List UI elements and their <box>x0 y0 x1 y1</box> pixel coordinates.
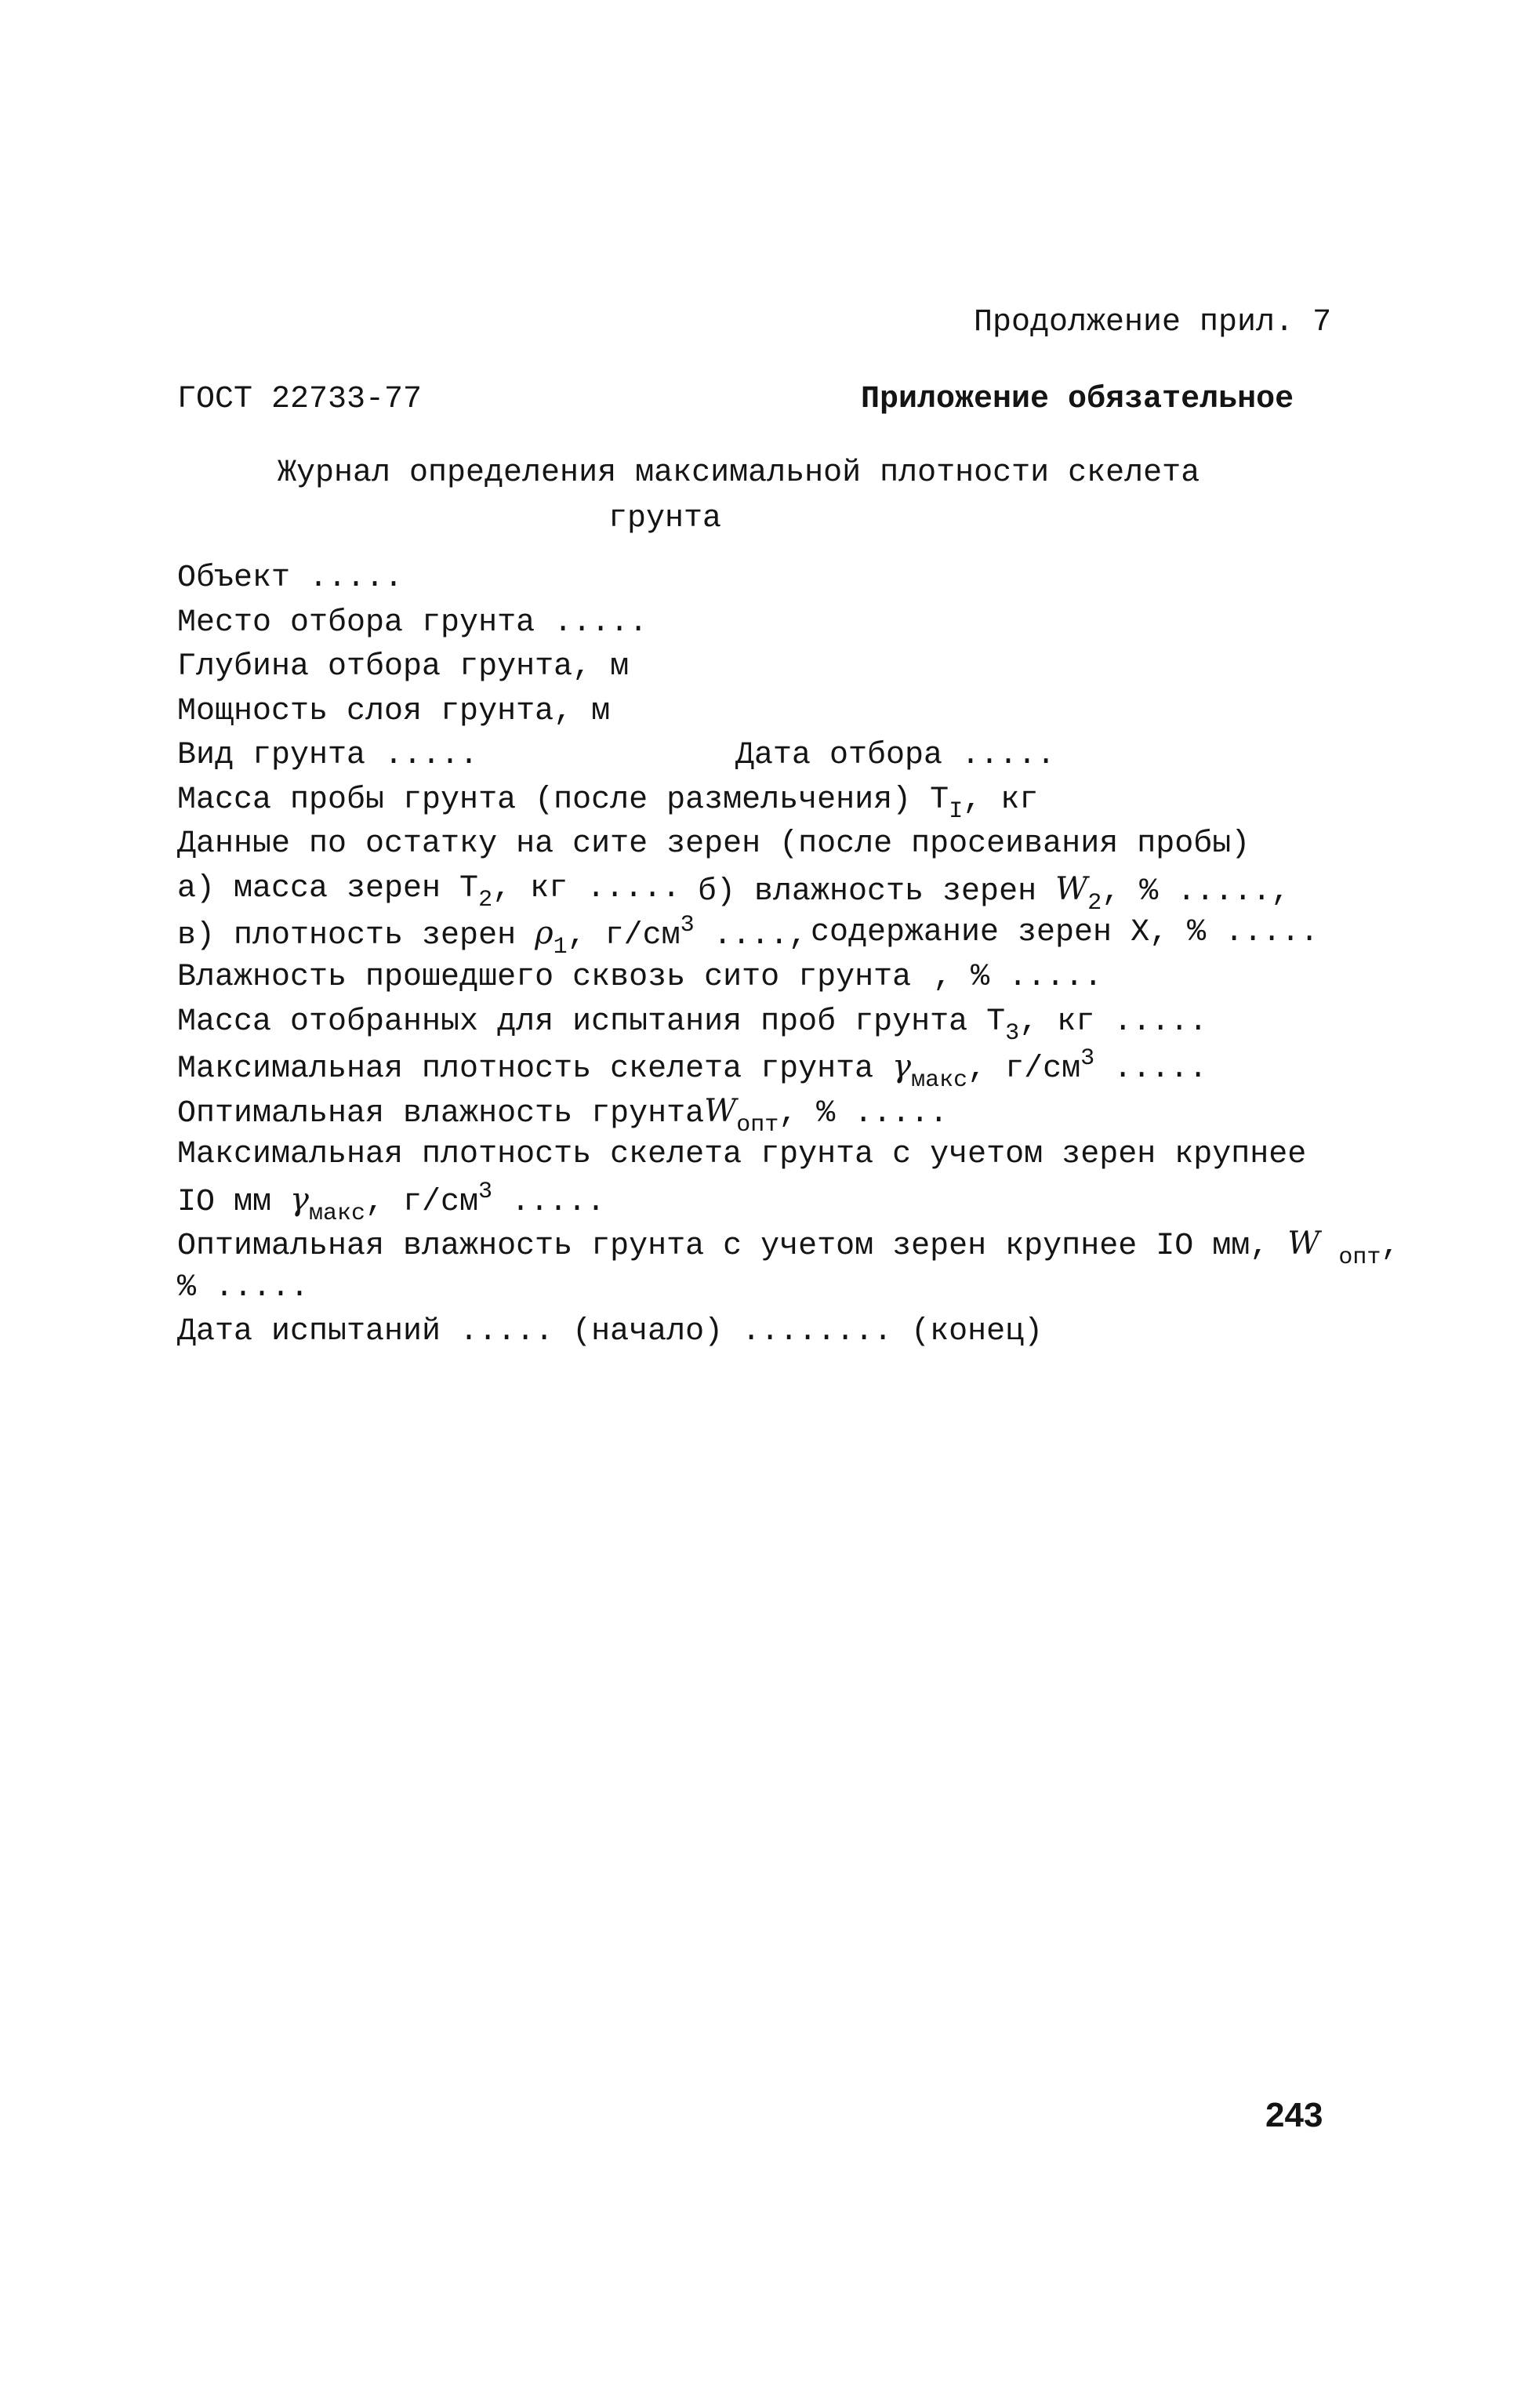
page-number: 243 <box>1265 2096 1323 2134</box>
field-sampling-date: Дата отбора ..... <box>735 738 1056 773</box>
test-samples-unit: , кг ..... <box>1019 1004 1208 1040</box>
opt-moisture-subscript: опт <box>736 1112 779 1139</box>
field-max-density-coarse-line2 <box>177 1179 606 1227</box>
sample-mass-symbol: T <box>930 783 949 818</box>
max-density-coarse-symbol: γ <box>290 1182 309 1218</box>
field-test-dates: Дата испытаний ..... (начало) ........ (конец) <box>177 1314 1043 1349</box>
appendix-status: Приложение обязательное <box>861 382 1294 417</box>
max-density-coarse-unit: , г/см <box>365 1185 478 1220</box>
field-max-density-coarse-line1: Максимальная плотность скелета грунта с учетом зерен крупнее <box>177 1137 1307 1172</box>
max-density-coarse-text: IO мм <box>177 1185 272 1220</box>
field-sampling-place: Место отбора грунта ..... <box>177 605 648 641</box>
opt-moisture-coarse-subscript: опт <box>1338 1244 1381 1271</box>
continuation-label: Продолжение прил. 7 <box>974 305 1332 340</box>
grain-density-unit: , г/см <box>567 918 681 953</box>
grain-moisture-subscript: 2 <box>1087 890 1102 917</box>
sample-mass-text: Масса пробы грунта (после размельчения) <box>177 783 912 818</box>
opt-moisture-unit: , % ..... <box>779 1096 949 1131</box>
field-grain-moisture <box>698 870 1290 917</box>
grain-mass-subscript: 2 <box>478 887 493 913</box>
grain-mass-unit: , кг ..... <box>492 871 681 906</box>
journal-title-line1: Журнал определения максимальной плотности скелета <box>278 456 1200 491</box>
field-opt-moisture <box>177 1092 949 1139</box>
sample-mass-subscript: I <box>949 798 964 825</box>
test-samples-text: Масса отобранных для испытания проб грунта T <box>177 1004 1006 1040</box>
max-density-unit: , г/см <box>967 1051 1081 1087</box>
opt-moisture-coarse-comma: , <box>1381 1229 1400 1264</box>
field-grain-content: содержание зерен X, % ..... <box>811 915 1319 950</box>
field-sieved-moisture <box>177 959 1102 997</box>
field-residue-header: Данные по остатку на сите зерен (после просеивания пробы) <box>177 826 1250 862</box>
opt-moisture-coarse-text: Оптимальная влажность грунта с учетом зерен крупнее IO мм, <box>177 1229 1269 1264</box>
field-opt-moisture-coarse-line1 <box>177 1225 1400 1271</box>
field-sampling-depth: Глубина отбора грунта, м <box>177 649 630 685</box>
field-soil-type: Вид грунта ..... <box>177 738 479 773</box>
field-grain-density <box>177 912 808 961</box>
field-grain-mass <box>177 870 681 913</box>
test-samples-subscript: 3 <box>1005 1020 1020 1047</box>
max-density-coarse-dots: ..... <box>492 1185 606 1220</box>
field-object: Объект ..... <box>177 561 404 596</box>
max-density-symbol: γ <box>892 1048 912 1084</box>
sieved-moisture-text: Влажность прошедшего сквозь сито грунта <box>177 960 912 995</box>
sieved-moisture-unit: , % ..... <box>933 960 1103 995</box>
max-density-coarse-subscript: макс <box>308 1200 365 1227</box>
grain-density-superscript: 3 <box>680 912 695 939</box>
field-layer-thickness: Мощность слоя грунта, м <box>177 694 611 729</box>
grain-moisture-text: б) влажность зерен <box>698 874 1037 910</box>
field-opt-moisture-coarse-line2: % ..... <box>177 1270 310 1306</box>
grain-density-text: в) плотность зерен <box>177 918 517 953</box>
opt-moisture-symbol: W <box>704 1093 737 1129</box>
field-sample-mass <box>177 782 1039 825</box>
grain-mass-text: а) масса зерен T <box>177 871 479 906</box>
grain-moisture-symbol: W <box>1055 871 1088 907</box>
grain-moisture-unit: , % ....., <box>1102 874 1290 910</box>
standard-number: ГОСТ 22733-77 <box>177 382 423 417</box>
max-density-dots: ..... <box>1094 1051 1208 1087</box>
max-density-superscript: 3 <box>1080 1045 1095 1072</box>
field-test-samples-mass <box>177 1004 1208 1047</box>
opt-moisture-text: Оптимальная влажность грунта <box>177 1096 705 1131</box>
grain-density-symbol: ρ <box>535 915 553 951</box>
grain-density-subscript: 1 <box>553 934 568 961</box>
max-density-coarse-superscript: 3 <box>478 1179 493 1205</box>
field-max-density <box>177 1045 1208 1094</box>
journal-title-line2: грунта <box>608 501 722 536</box>
grain-density-dots: ...., <box>694 918 808 953</box>
sample-mass-unit: , кг <box>963 783 1039 818</box>
max-density-text: Максимальная плотность скелета грунта <box>177 1051 874 1087</box>
opt-moisture-coarse-symbol: W <box>1287 1226 1320 1262</box>
max-density-subscript: макс <box>911 1067 968 1094</box>
